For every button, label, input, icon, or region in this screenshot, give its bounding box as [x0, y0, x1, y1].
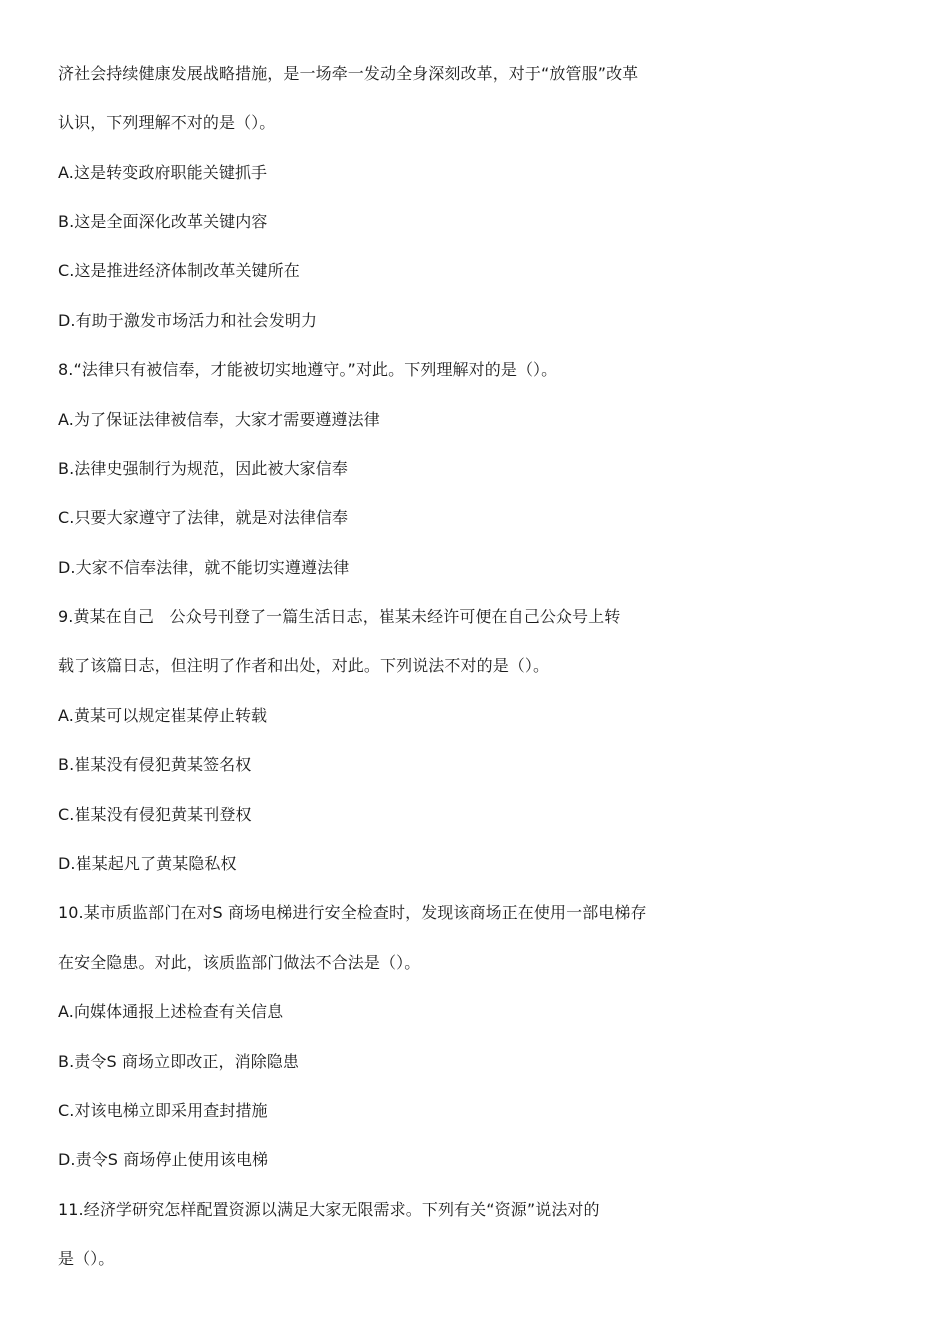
question-9-continued: 载了该篇日志，但注明了作者和出处，对此。下列说法不对的是（）。: [58, 656, 550, 675]
option-b: B.这是全面深化改革关键内容: [58, 212, 268, 231]
question-11-continued: 是（）。: [58, 1249, 115, 1268]
question-10: 10.某市质监部门在对S 商场电梯进行安全检查时，发现该商场正在使用一部电梯存: [58, 903, 647, 922]
option-c: C.对该电梯立即采用查封措施: [58, 1101, 268, 1120]
question-8: 8.“法律只有被信奉，才能被切实地遵守。”对此。下列理解对的是（）。: [58, 360, 558, 379]
question-9: 9.黄某在自己 公众号刊登了一篇生活日志，崔某未经许可便在自己公众号上转: [58, 607, 621, 626]
option-c: C.崔某没有侵犯黄某刊登权: [58, 805, 252, 824]
option-d: D.有助于激发市场活力和社会发明力: [58, 311, 318, 330]
question-11: 11.经济学研究怎样配置资源以满足大家无限需求。下列有关“资源”说法对的: [58, 1200, 600, 1219]
option-a: A.黄某可以规定崔某停止转载: [58, 706, 268, 725]
option-d: D.责令S 商场停止使用该电梯: [58, 1150, 269, 1169]
option-d: D.大家不信奉法律，就不能切实遵遵法律: [58, 558, 350, 577]
option-b: B.法律史强制行为规范，因此被大家信奉: [58, 459, 348, 478]
text-line: 济社会持续健康发展战略措施，是一场牵一发动全身深刻改革，对于“放管服”改革: [58, 64, 639, 83]
option-c: C.这是推进经济体制改革关键所在: [58, 261, 300, 280]
question-10-continued: 在安全隐患。对此，该质监部门做法不合法是（）。: [58, 953, 421, 972]
option-c: C.只要大家遵守了法律，就是对法律信奉: [58, 508, 349, 527]
option-b: B.责令S 商场立即改正，消除隐患: [58, 1052, 300, 1071]
option-b: B.崔某没有侵犯黄某签名权: [58, 755, 252, 774]
option-a: A.这是转变政府职能关键抓手: [58, 163, 268, 182]
option-a: A.向媒体通报上述检查有关信息: [58, 1002, 284, 1021]
option-d: D.崔某起凡了黄某隐私权: [58, 854, 237, 873]
text-line: 认识，下列理解不对的是（）。: [58, 113, 276, 132]
option-a: A.为了保证法律被信奉，大家才需要遵遵法律: [58, 410, 380, 429]
